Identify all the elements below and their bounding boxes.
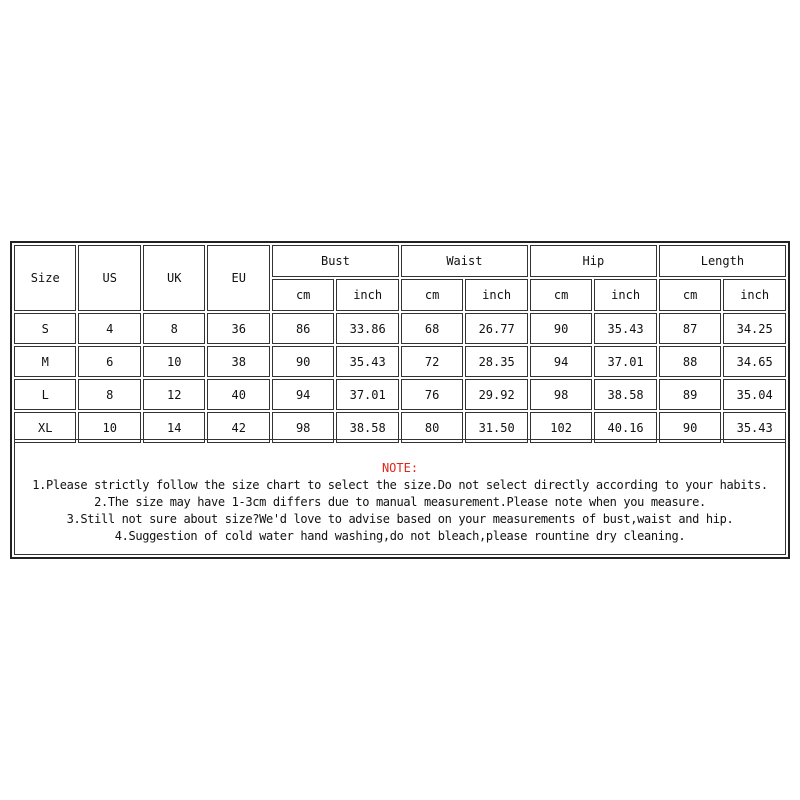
cell-bust-cm: 90	[272, 346, 334, 377]
cell-hip-inch: 38.58	[594, 379, 656, 410]
cell-bust-inch: 37.01	[336, 379, 398, 410]
cell-uk: 8	[143, 313, 205, 344]
unit-hip-inch: inch	[594, 279, 656, 311]
cell-length-inch: 35.04	[723, 379, 786, 410]
note-line-1: 1.Please strictly follow the size chart to select the size.Do not select directly according to your habits.	[32, 478, 768, 492]
header-waist: Waist	[401, 245, 528, 277]
cell-waist-inch: 29.92	[465, 379, 527, 410]
note-line-3: 3.Still not sure about size?We'd love to advise based on your measurements of bust,waist and hip.	[66, 512, 734, 526]
size-table	[12, 243, 788, 445]
cell-hip-inch: 35.43	[594, 313, 656, 344]
cell-eu: 40	[207, 379, 269, 410]
notes-box	[14, 439, 786, 555]
cell-length-cm: 87	[659, 313, 721, 344]
header-eu: EU	[207, 245, 269, 311]
cell-eu: 36	[207, 313, 269, 344]
cell-us: 8	[78, 379, 140, 410]
cell-waist-inch: 26.77	[465, 313, 527, 344]
cell-eu: 42	[207, 412, 269, 443]
cell-bust-cm: 98	[272, 412, 334, 443]
cell-bust-cm: 94	[272, 379, 334, 410]
cell-hip-cm: 94	[530, 346, 592, 377]
table-row	[14, 346, 786, 377]
header-uk: UK	[143, 245, 205, 311]
cell-length-inch: 34.25	[723, 313, 786, 344]
cell-hip-cm: 90	[530, 313, 592, 344]
cell-hip-cm: 98	[530, 379, 592, 410]
unit-hip-cm: cm	[530, 279, 592, 311]
unit-bust-inch: inch	[336, 279, 398, 311]
cell-hip-cm: 102	[530, 412, 592, 443]
header-size: Size	[14, 245, 76, 311]
cell-bust-inch: 38.58	[336, 412, 398, 443]
cell-waist-cm: 72	[401, 346, 463, 377]
cell-uk: 10	[143, 346, 205, 377]
notes-title: NOTE:	[381, 461, 419, 475]
header-hip: Hip	[530, 245, 657, 277]
cell-length-cm: 88	[659, 346, 721, 377]
cell-length-cm: 89	[659, 379, 721, 410]
note-line-2: 2.The size may have 1-3cm differs due to manual measurement.Please note when you measure.	[94, 495, 706, 509]
note-line-4: 4.Suggestion of cold water hand washing,do not bleach,please rountine dry cleaning.	[114, 529, 686, 543]
cell-hip-inch: 37.01	[594, 346, 656, 377]
cell-waist-inch: 31.50	[465, 412, 527, 443]
cell-waist-cm: 68	[401, 313, 463, 344]
cell-us: 10	[78, 412, 140, 443]
cell-waist-cm: 80	[401, 412, 463, 443]
unit-waist-cm: cm	[401, 279, 463, 311]
cell-uk: 14	[143, 412, 205, 443]
cell-us: 6	[78, 346, 140, 377]
cell-waist-inch: 28.35	[465, 346, 527, 377]
size-chart	[10, 241, 790, 559]
table-row	[14, 313, 786, 344]
cell-waist-cm: 76	[401, 379, 463, 410]
cell-uk: 12	[143, 379, 205, 410]
unit-bust-cm: cm	[272, 279, 334, 311]
cell-size: XL	[14, 412, 76, 443]
cell-eu: 38	[207, 346, 269, 377]
cell-size: L	[14, 379, 76, 410]
table-row	[14, 379, 786, 410]
unit-waist-inch: inch	[465, 279, 527, 311]
header-us: US	[78, 245, 140, 311]
cell-length-cm: 90	[659, 412, 721, 443]
header-bust: Bust	[272, 245, 399, 277]
unit-length-inch: inch	[723, 279, 786, 311]
cell-length-inch: 35.43	[723, 412, 786, 443]
cell-bust-inch: 35.43	[336, 346, 398, 377]
header-length: Length	[659, 245, 786, 277]
cell-bust-cm: 86	[272, 313, 334, 344]
cell-us: 4	[78, 313, 140, 344]
cell-length-inch: 34.65	[723, 346, 786, 377]
cell-size: M	[14, 346, 76, 377]
unit-length-cm: cm	[659, 279, 721, 311]
cell-size: S	[14, 313, 76, 344]
cell-hip-inch: 40.16	[594, 412, 656, 443]
cell-bust-inch: 33.86	[336, 313, 398, 344]
